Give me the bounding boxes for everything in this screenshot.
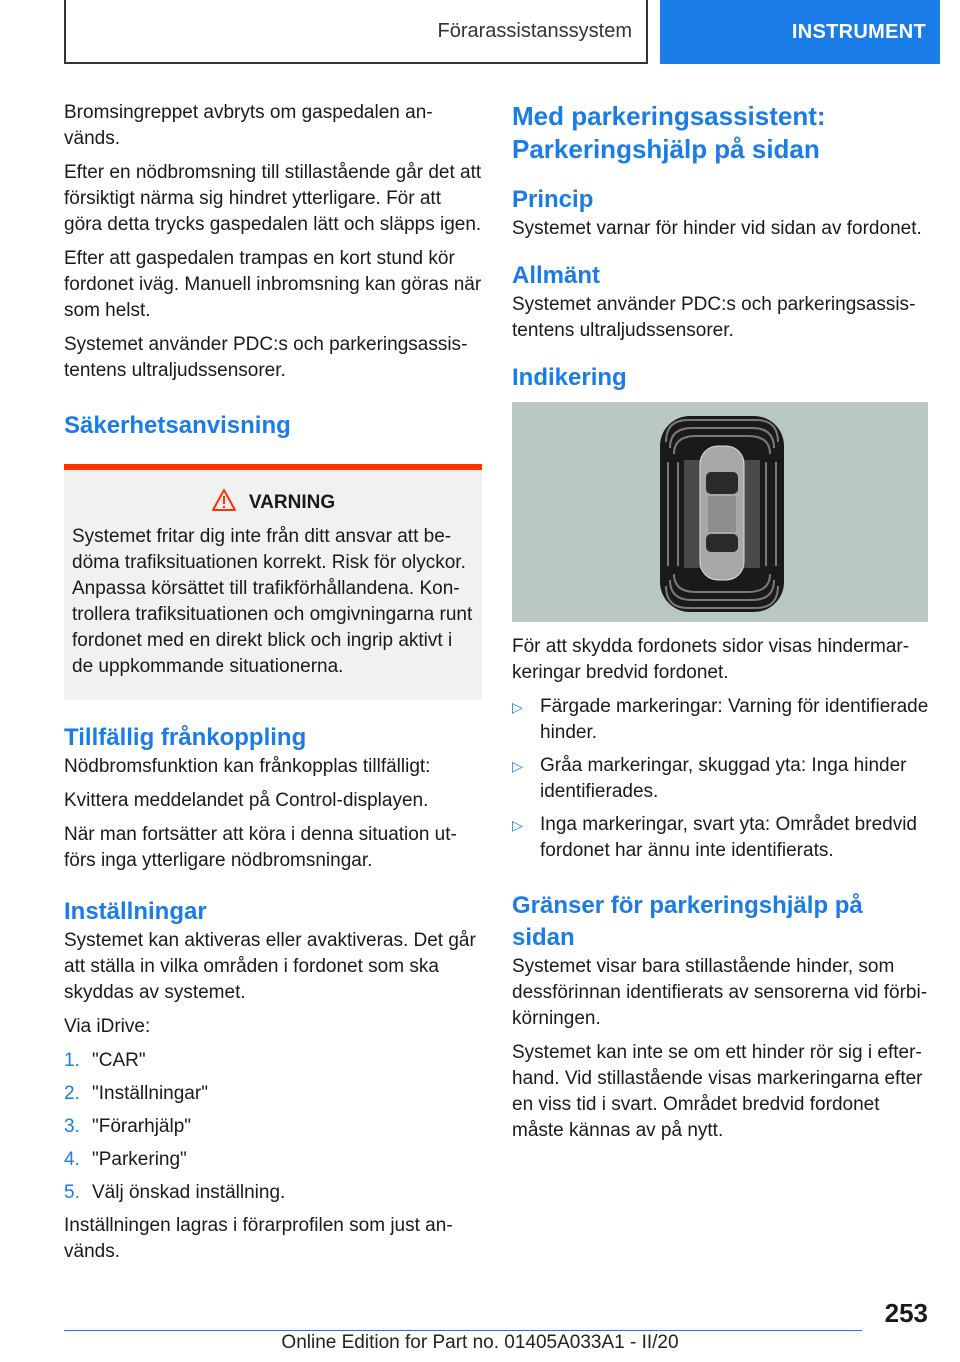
paragraph: Efter en nödbromsning till stillastående går det att försiktigt närma sig hindret ytterligare. För att göra detta trycks gaspedalen lätt och släpps igen. — [64, 162, 482, 235]
temp-disable-heading: Tillfällig frånkoppling — [64, 724, 307, 751]
step-number: 2. — [64, 1083, 80, 1104]
settings-steps-list — [64, 1048, 482, 1206]
step-text: "CAR" — [92, 1050, 146, 1071]
step-text: "Parkering" — [92, 1149, 187, 1170]
list-item — [512, 694, 930, 746]
indication-heading: Indikering — [512, 364, 627, 391]
right-column — [512, 100, 930, 1152]
paragraph: Efter att gaspedalen trampas en kort stund kör fordonet iväg. Manuell inbromsning kan göras när som helst. — [64, 248, 482, 321]
step-text: "Inställningar" — [92, 1083, 208, 1104]
footer-divider — [64, 1330, 862, 1331]
list-item — [64, 1114, 482, 1140]
header-section-title: Förarassistanssystem — [437, 19, 632, 42]
paragraph: När man fortsätter att köra i denna situation utförs inga ytterligare nödbromsningar. — [64, 824, 457, 871]
triangle-bullet-icon: ▷ — [512, 758, 523, 774]
list-item — [512, 753, 930, 805]
step-number: 5. — [64, 1182, 80, 1203]
list-item — [64, 1081, 482, 1107]
header-section — [64, 0, 648, 64]
footer-edition: Online Edition for Part no. 01405A033A1 - II/20 — [281, 1332, 679, 1353]
step-number: 4. — [64, 1149, 80, 1170]
indication-bullet-list — [512, 694, 930, 864]
paragraph: Systemet visar bara stillastående hinder, som dessförinnan identifierats av sensorerna vid förbikörningen. — [512, 956, 928, 1029]
triangle-bullet-icon: ▷ — [512, 699, 523, 715]
paragraph: Inställningen lagras i förarprofilen som just används. — [64, 1215, 453, 1262]
list-item — [64, 1147, 482, 1173]
step-text: Välj önskad inställning. — [92, 1182, 286, 1203]
bullet-text: Gråa markeringar, skuggad yta: Inga hinder identifierades. — [540, 755, 907, 802]
list-item — [64, 1048, 482, 1074]
warning-text: Systemet fritar dig inte från ditt ansvar att bedöma trafiksituationen korrekt. Risk för olyckor. Anpassa körsättet till trafikförhållandena. Kontrollera trafiksituationen och omgivningarna runt fordonet med en direkt blick och ingrip aktivt i de uppkommande situationerna. — [72, 526, 473, 677]
left-column — [64, 100, 482, 1273]
settings-heading: Inställningar — [64, 898, 207, 925]
parking-display-image — [512, 402, 928, 622]
step-number: 3. — [64, 1116, 80, 1137]
safety-heading: Säkerhetsanvisning — [64, 412, 291, 439]
principle-heading: Princip — [512, 186, 594, 213]
triangle-bullet-icon: ▷ — [512, 817, 523, 833]
bullet-text: Inga markeringar, svart yta: Området bredvid fordonet har ännu inte identifierats. — [540, 814, 917, 861]
header-chapter-title: INSTRUMENT — [791, 20, 926, 43]
warning-triangle-icon — [211, 488, 237, 518]
bullet-text: Färgade markeringar: Varning för identifierade hinder. — [540, 696, 929, 743]
parking-display-illustration — [512, 402, 928, 622]
paragraph: Via iDrive: — [64, 1016, 151, 1037]
step-text: "Förarhjälp" — [92, 1116, 192, 1137]
step-number: 1. — [64, 1050, 80, 1071]
paragraph: Kvittera meddelandet på Control-displayen. — [64, 790, 429, 811]
list-item — [64, 1180, 482, 1206]
warning-title: VARNING — [248, 492, 336, 513]
page-title: Med parkeringsassistent: Parkeringshjälp på sidan — [512, 101, 826, 164]
warning-title-row — [72, 488, 474, 518]
paragraph: För att skydda fordonets sidor visas hindermarkeringar bredvid fordonet. — [512, 636, 910, 683]
paragraph: Systemet varnar för hinder vid sidan av fordonet. — [512, 218, 922, 239]
warning-box — [64, 470, 482, 700]
header-chapter — [660, 0, 940, 64]
list-item — [512, 812, 930, 864]
paragraph: Bromsingreppet avbryts om gaspedalen används. — [64, 102, 433, 149]
limits-heading: Gränser för parkeringshjälp på sidan — [512, 892, 863, 951]
paragraph: Systemet kan inte se om ett hinder rör sig i efterhand. Vid stillastående visas markeringarna efter en viss tid i svart. Området bredvid fordonet måste kännas av på nytt. — [512, 1042, 923, 1141]
page-number: 253 — [884, 1298, 928, 1328]
paragraph: Systemet använder PDC:s och parkeringsassistentens ultraljudssensorer. — [512, 294, 916, 341]
paragraph: Systemet använder PDC:s och parkeringsassistentens ultraljudssensorer. — [64, 334, 468, 381]
paragraph: Nödbromsfunktion kan frånkopplas tillfälligt: — [64, 756, 431, 777]
paragraph: Systemet kan aktiveras eller avaktiveras. Det går att ställa in vilka områden i fordonet som ska skyddas av systemet. — [64, 930, 476, 1003]
general-heading: Allmänt — [512, 262, 601, 289]
